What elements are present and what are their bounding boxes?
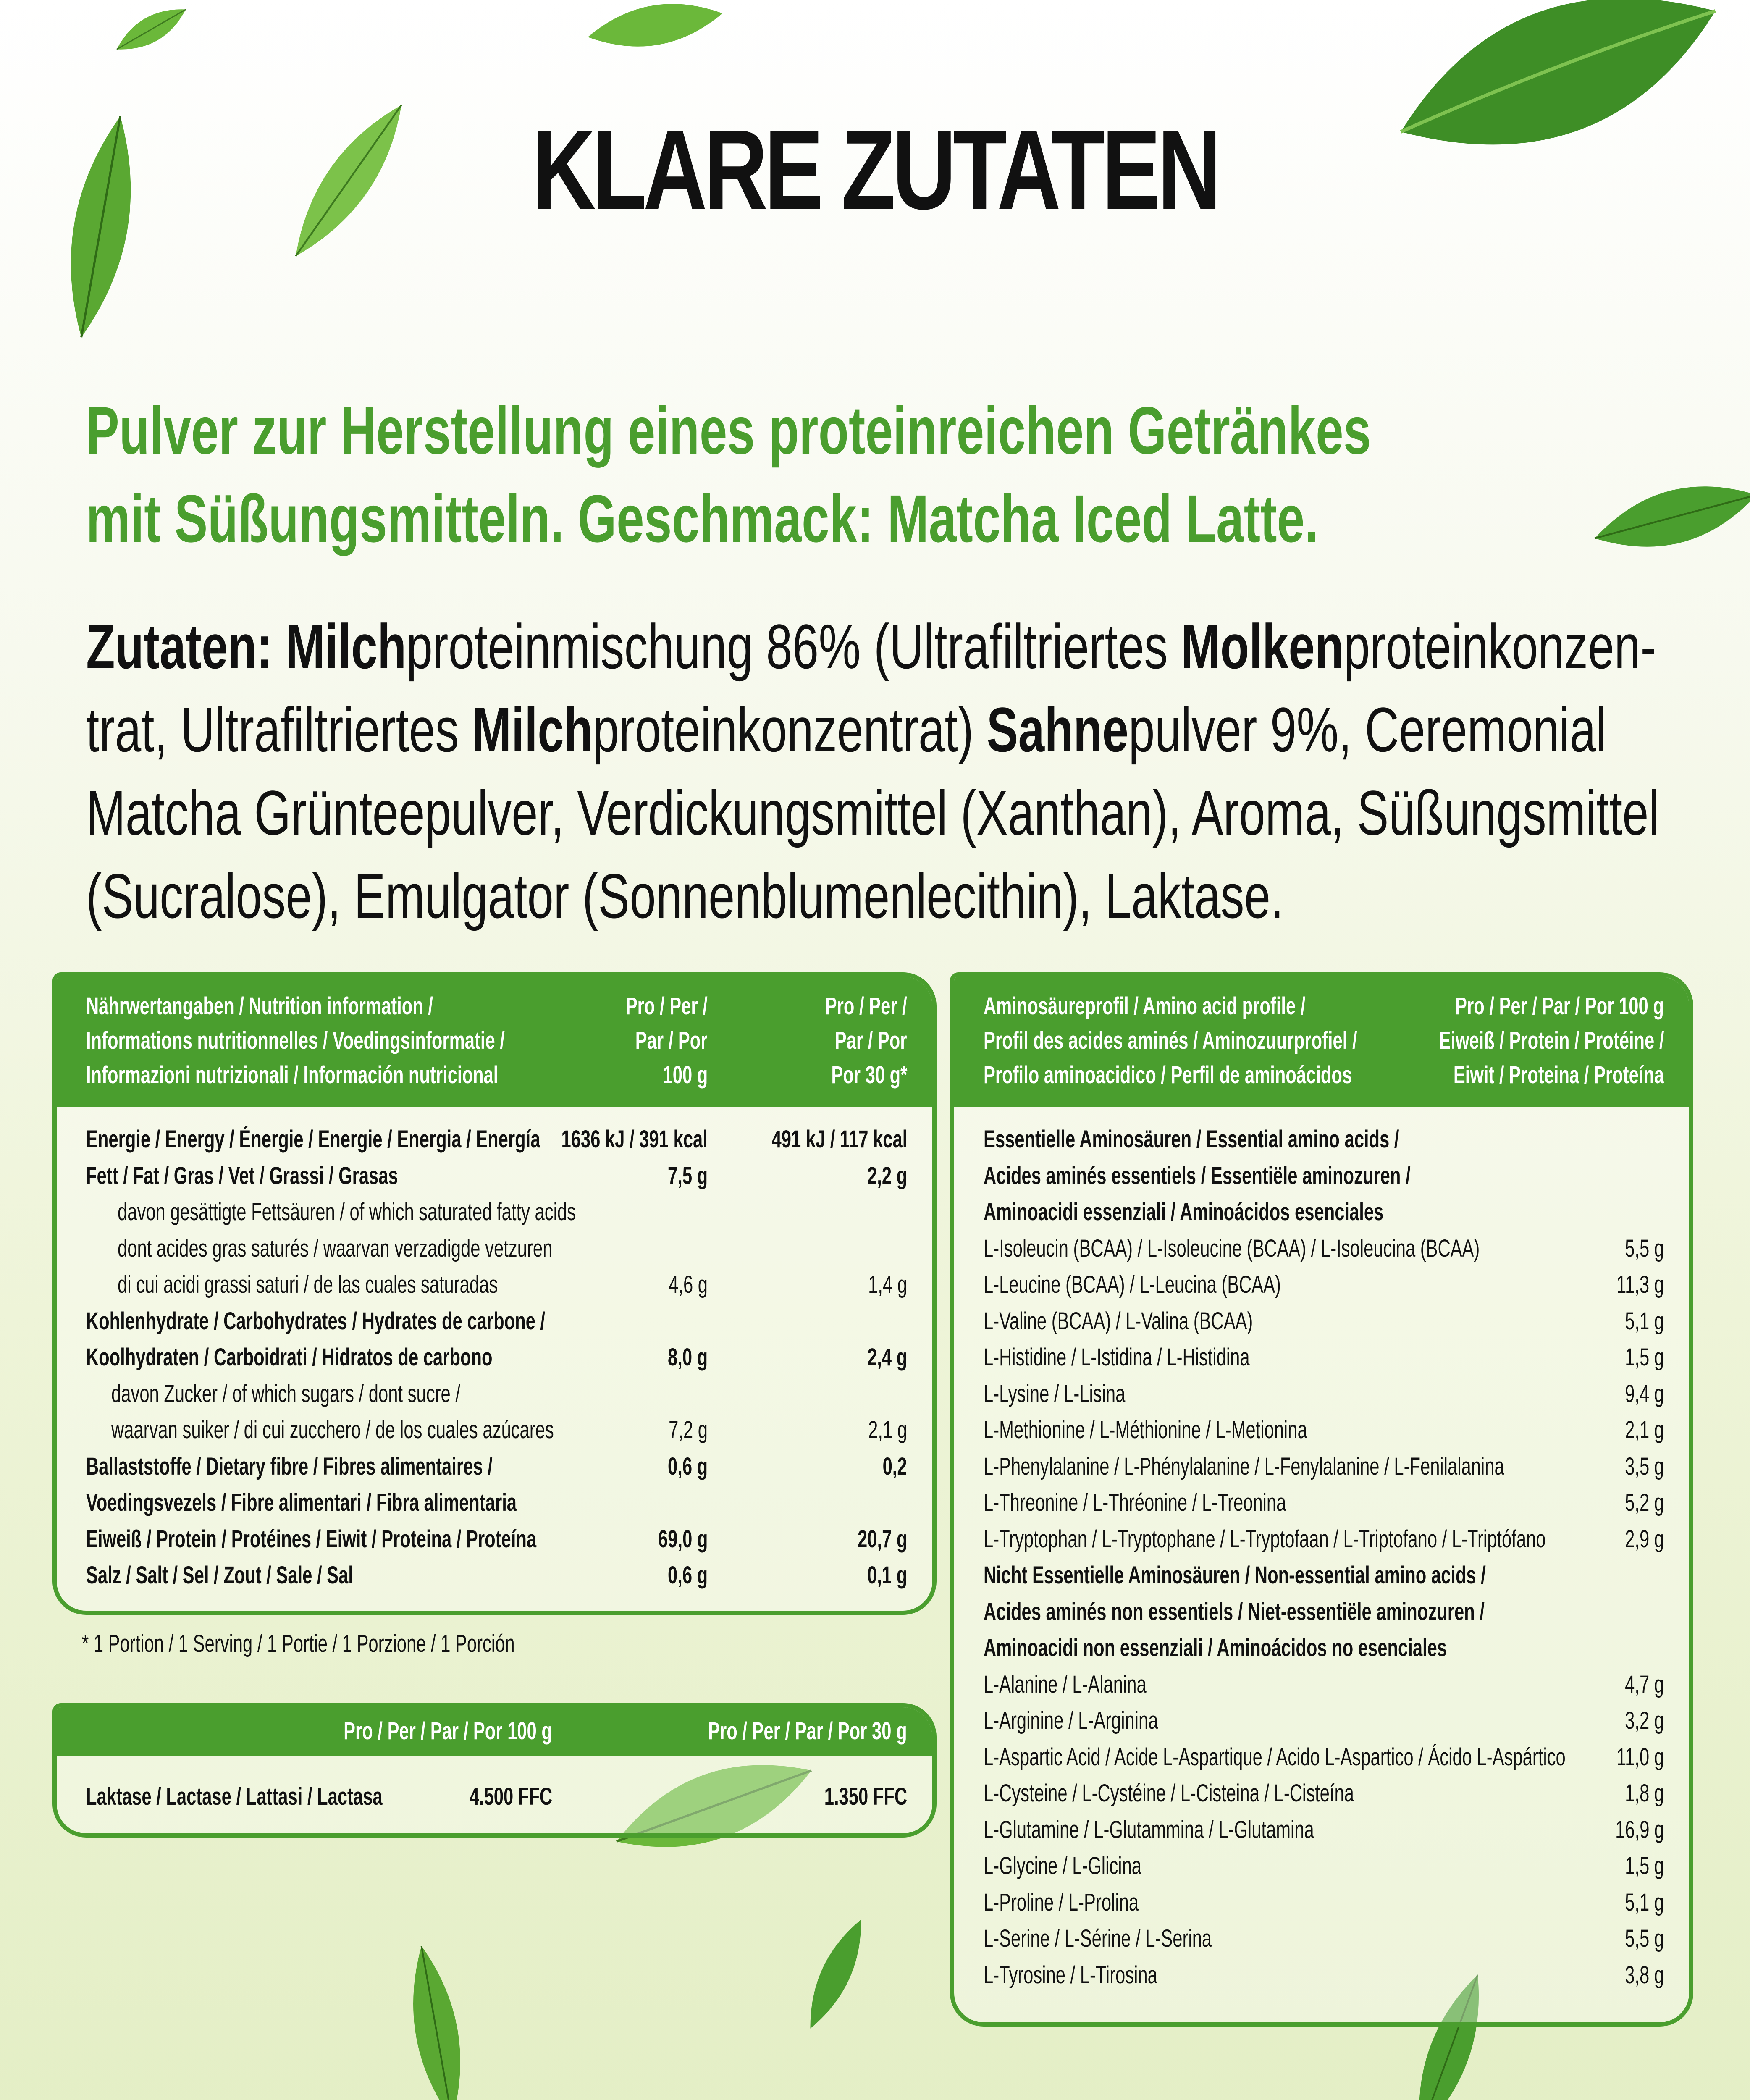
page-title: KLARE ZUTATEN (532, 107, 1218, 233)
allergen: Molken (1181, 611, 1344, 682)
amino-header-col: Pro / Per / Par / Por 100 g (1455, 992, 1664, 1020)
amino-row-label: L-Arginine / L-Arginina (984, 1707, 1158, 1734)
header-col-portion: Por 30 g* (831, 1061, 907, 1089)
amino-row-label: L-Valine (BCAA) / L-Valina (BCAA) (984, 1307, 1253, 1335)
amino-row-label: L-Histidine / L-Istidina / L-Histidina (984, 1344, 1250, 1371)
nutrition-row-label: davon Zucker / of which sugars / dont sucre / (111, 1380, 460, 1407)
amino-value: 3,5 g (1625, 1452, 1664, 1480)
ingredient-text: proteinkonzentrat) (593, 694, 987, 765)
nutrition-value-portion: 20,7 g (857, 1525, 907, 1553)
header-col-portion: Par / Por (835, 1027, 907, 1054)
nutrition-row-label: dont acides gras saturés / waarvan verzadigde vetzuren (118, 1234, 553, 1262)
ingredients-label: Zutaten: (86, 611, 286, 682)
lactase-header-100g: Pro / Per / Par / Por 100 g (344, 1717, 552, 1745)
amino-row-label: Acides aminés essentiels / Essentiële aminozuren / (984, 1162, 1411, 1189)
amino-value: 3,2 g (1625, 1707, 1664, 1734)
amino-row-label: L-Proline / L-Prolina (984, 1888, 1139, 1916)
amino-value: 9,4 g (1625, 1380, 1664, 1407)
nutrition-table (52, 972, 937, 1615)
nutrition-row-label: waarvan suiker / di cui zucchero / de los cuales azúcares (111, 1416, 554, 1444)
amino-value: 5,5 g (1625, 1925, 1664, 1952)
amino-value: 5,5 g (1625, 1234, 1664, 1262)
tea-leaf-icon (371, 1933, 503, 2100)
serving-footnote: * 1 Portion / 1 Serving / 1 Portie / 1 Porzione / 1 Porción (82, 1630, 515, 1657)
nutrition-value-100g: 7,5 g (667, 1162, 708, 1189)
amino-value: 5,2 g (1625, 1489, 1664, 1516)
amino-header-col: Eiweiß / Protein / Protéine / (1438, 1027, 1664, 1054)
header-label: Informazioni nutrizionali / Información nutricional (86, 1061, 499, 1089)
nutrition-row-label: di cui acidi grassi saturi / de las cuales saturadas (118, 1271, 498, 1298)
subtitle-line-1: Pulver zur Herstellung eines proteinreichen Getränkes (86, 393, 1371, 468)
amino-row-label: Aminoacidi essenziali / Aminoácidos esenciales (984, 1198, 1384, 1226)
amino-row-label: Acides aminés non essentiels / Niet-essentiële aminozuren / (984, 1598, 1485, 1625)
amino-value: 1,5 g (1625, 1344, 1664, 1371)
nutrition-row-label: Fett / Fat / Gras / Vet / Grassi / Grasas (86, 1162, 398, 1189)
nutrition-value-100g: 0,6 g (667, 1452, 708, 1480)
header-col-100g: Pro / Per / (626, 992, 708, 1020)
product-subtitle (86, 386, 1640, 563)
amino-row-label: L-Lysine / L-Lisina (984, 1380, 1126, 1407)
nutrition-value-portion: 2,2 g (867, 1162, 907, 1189)
nutrition-row-label: Kohlenhydrate / Carbohydrates / Hydrates de carbone / (86, 1307, 546, 1335)
amino-value: 5,1 g (1625, 1307, 1664, 1335)
amino-row-label: L-Aspartic Acid / Acide L-Aspartique / Acido L-Aspartico / Ácido L-Aspártico (984, 1743, 1566, 1771)
nutrition-value-portion: 0,2 (882, 1452, 907, 1480)
nutrition-value-portion: 1,4 g (868, 1271, 907, 1298)
ingredients-text (86, 605, 1692, 937)
nutrition-value-portion: 0,1 g (867, 1562, 907, 1589)
ingredient-text: trat, Ultrafiltriertes (86, 694, 472, 765)
lactase-value-100g: 4.500 FFC (469, 1783, 552, 1810)
nutrition-value-100g: 69,0 g (658, 1525, 708, 1553)
amino-table-header (954, 976, 1689, 1107)
allergen: Milch (285, 611, 407, 682)
amino-value: 16,9 g (1615, 1816, 1664, 1843)
nutrition-row-label: Voedingsvezels / Fibre alimentari / Fibra alimentaria (86, 1489, 517, 1516)
nutrition-row-label: Salz / Salt / Sel / Zout / Sale / Sal (86, 1562, 353, 1589)
amino-row-label: Nicht Essentielle Aminosäuren / Non-essential amino acids / (984, 1562, 1486, 1589)
amino-row-label: L-Isoleucin (BCAA) / L-Isoleucine (BCAA) / L-Isoleucina (BCAA) (984, 1234, 1480, 1262)
amino-row-label: L-Serine / L-Sérine / L-Serina (984, 1925, 1212, 1952)
lactase-label: Laktase / Lactase / Lattasi / Lactasa (86, 1783, 383, 1810)
nutrition-value-portion: 2,1 g (868, 1416, 907, 1444)
amino-value: 4,7 g (1625, 1670, 1664, 1698)
subtitle-line-2: mit Süßungsmitteln. Geschmack: Matcha Iced Latte. (86, 481, 1319, 556)
amino-row-label: L-Glutamine / L-Glutammina / L-Glutamina (984, 1816, 1314, 1843)
nutrition-value-portion: 2,4 g (867, 1344, 907, 1371)
lactase-header-portion: Pro / Per / Par / Por 30 g (708, 1717, 907, 1745)
amino-header-label: Aminosäureprofil / Amino acid profile / (984, 992, 1306, 1020)
amino-row-label: Aminoacidi non essenziali / Aminoácidos no esenciales (984, 1634, 1447, 1662)
ingredient-text: Matcha Grünteepulver, Verdickungsmittel (Xanthan), Aroma, Süßungsmittel (86, 777, 1659, 848)
nutrition-row-label: Eiweiß / Protein / Protéines / Eiwit / Proteina / Proteína (86, 1525, 537, 1553)
amino-value: 1,5 g (1625, 1852, 1664, 1880)
amino-header-label: Profil des acides aminés / Aminozuurprofiel / (984, 1027, 1357, 1054)
tea-leaf-icon (26, 102, 175, 352)
amino-value: 2,9 g (1625, 1525, 1664, 1553)
amino-row-label: L-Phenylalanine / L-Phénylalanine / L-Fenylalanine / L-Fenilalanina (984, 1452, 1504, 1480)
header-label: Informations nutritionnelles / Voedingsinformatie / (86, 1027, 505, 1054)
amino-value: 2,1 g (1625, 1416, 1664, 1444)
tea-leaf-icon (656, 2060, 831, 2100)
header-col-100g: Par / Por (635, 1027, 708, 1054)
nutrition-value-100g: 4,6 g (669, 1271, 708, 1298)
amino-value: 11,3 g (1616, 1271, 1664, 1298)
nutrition-value-100g: 1636 kJ / 391 kcal (561, 1126, 708, 1153)
lactase-table (52, 1703, 937, 1838)
header-label: Nährwertangaben / Nutrition information / (86, 992, 433, 1020)
amino-row-label: L-Glycine / L-Glicina (984, 1852, 1141, 1880)
amino-row-label: L-Alanine / L-Alanina (984, 1670, 1147, 1698)
header-col-portion: Pro / Per / (825, 992, 907, 1020)
header-col-100g: 100 g (663, 1061, 708, 1089)
nutrition-row-label: Koolhydraten / Carboidrati / Hidratos de carbono (86, 1344, 493, 1371)
nutrition-value-100g: 0,6 g (667, 1562, 708, 1589)
amino-acid-table (950, 972, 1693, 2026)
ingredient-text: proteinmischung 86% (Ultrafiltriertes (406, 611, 1181, 682)
amino-value: 11,0 g (1616, 1743, 1664, 1771)
tea-leaf-icon (100, 0, 202, 76)
nutrition-row-label: Energie / Energy / Énergie / Energie / Energia / Energía (86, 1126, 540, 1153)
tea-leaf-icon (572, 0, 738, 64)
nutrition-value-100g: 7,2 g (669, 1416, 708, 1444)
nutrition-value-100g: 8,0 g (667, 1344, 708, 1371)
amino-row-label: L-Leucine (BCAA) / L-Leucina (BCAA) (984, 1271, 1281, 1298)
nutrition-row-label: davon gesättigte Fettsäuren / of which saturated fatty acids (118, 1198, 576, 1226)
nutrition-row-label: Ballaststoffe / Dietary fibre / Fibres alimentaires / (86, 1452, 493, 1480)
amino-row-label: L-Methionine / L-Méthionine / L-Metionina (984, 1416, 1307, 1444)
ingredient-text: pulver 9%, Ceremonial (1128, 694, 1607, 765)
amino-row-label: L-Tryptophan / L-Tryptophane / L-Tryptofaan / L-Triptofano / L-Triptófano (984, 1525, 1546, 1553)
allergen: Milch (472, 694, 593, 765)
ingredient-text: proteinkonzen- (1343, 611, 1656, 682)
amino-value: 5,1 g (1625, 1888, 1664, 1916)
amino-row-label: L-Tyrosine / L-Tirosina (984, 1961, 1157, 1989)
tea-leaf-icon (775, 1901, 897, 2047)
allergen: Sahne (987, 694, 1129, 765)
amino-row-label: L-Cysteine / L-Cystéine / L-Cisteina / L-Cisteína (984, 1780, 1354, 1807)
lactase-table-header (57, 1707, 932, 1756)
lactase-value-portion: 1.350 FFC (824, 1783, 907, 1810)
amino-row-label: Essentielle Aminosäuren / Essential amino acids / (984, 1126, 1399, 1153)
amino-row-label: L-Threonine / L-Thréonine / L-Treonina (984, 1489, 1286, 1516)
amino-value: 1,8 g (1625, 1780, 1664, 1807)
nutrition-value-portion: 491 kJ / 117 kcal (771, 1126, 907, 1153)
amino-header-col: Eiwit / Proteina / Proteína (1453, 1061, 1664, 1089)
ingredient-text: (Sucralose), Emulgator (Sonnenblumenlecithin), Laktase. (86, 861, 1284, 931)
amino-header-label: Profilo aminoacidico / Perfil de aminoácidos (984, 1061, 1352, 1089)
amino-value: 3,8 g (1625, 1961, 1664, 1989)
nutrition-table-header (57, 976, 932, 1107)
